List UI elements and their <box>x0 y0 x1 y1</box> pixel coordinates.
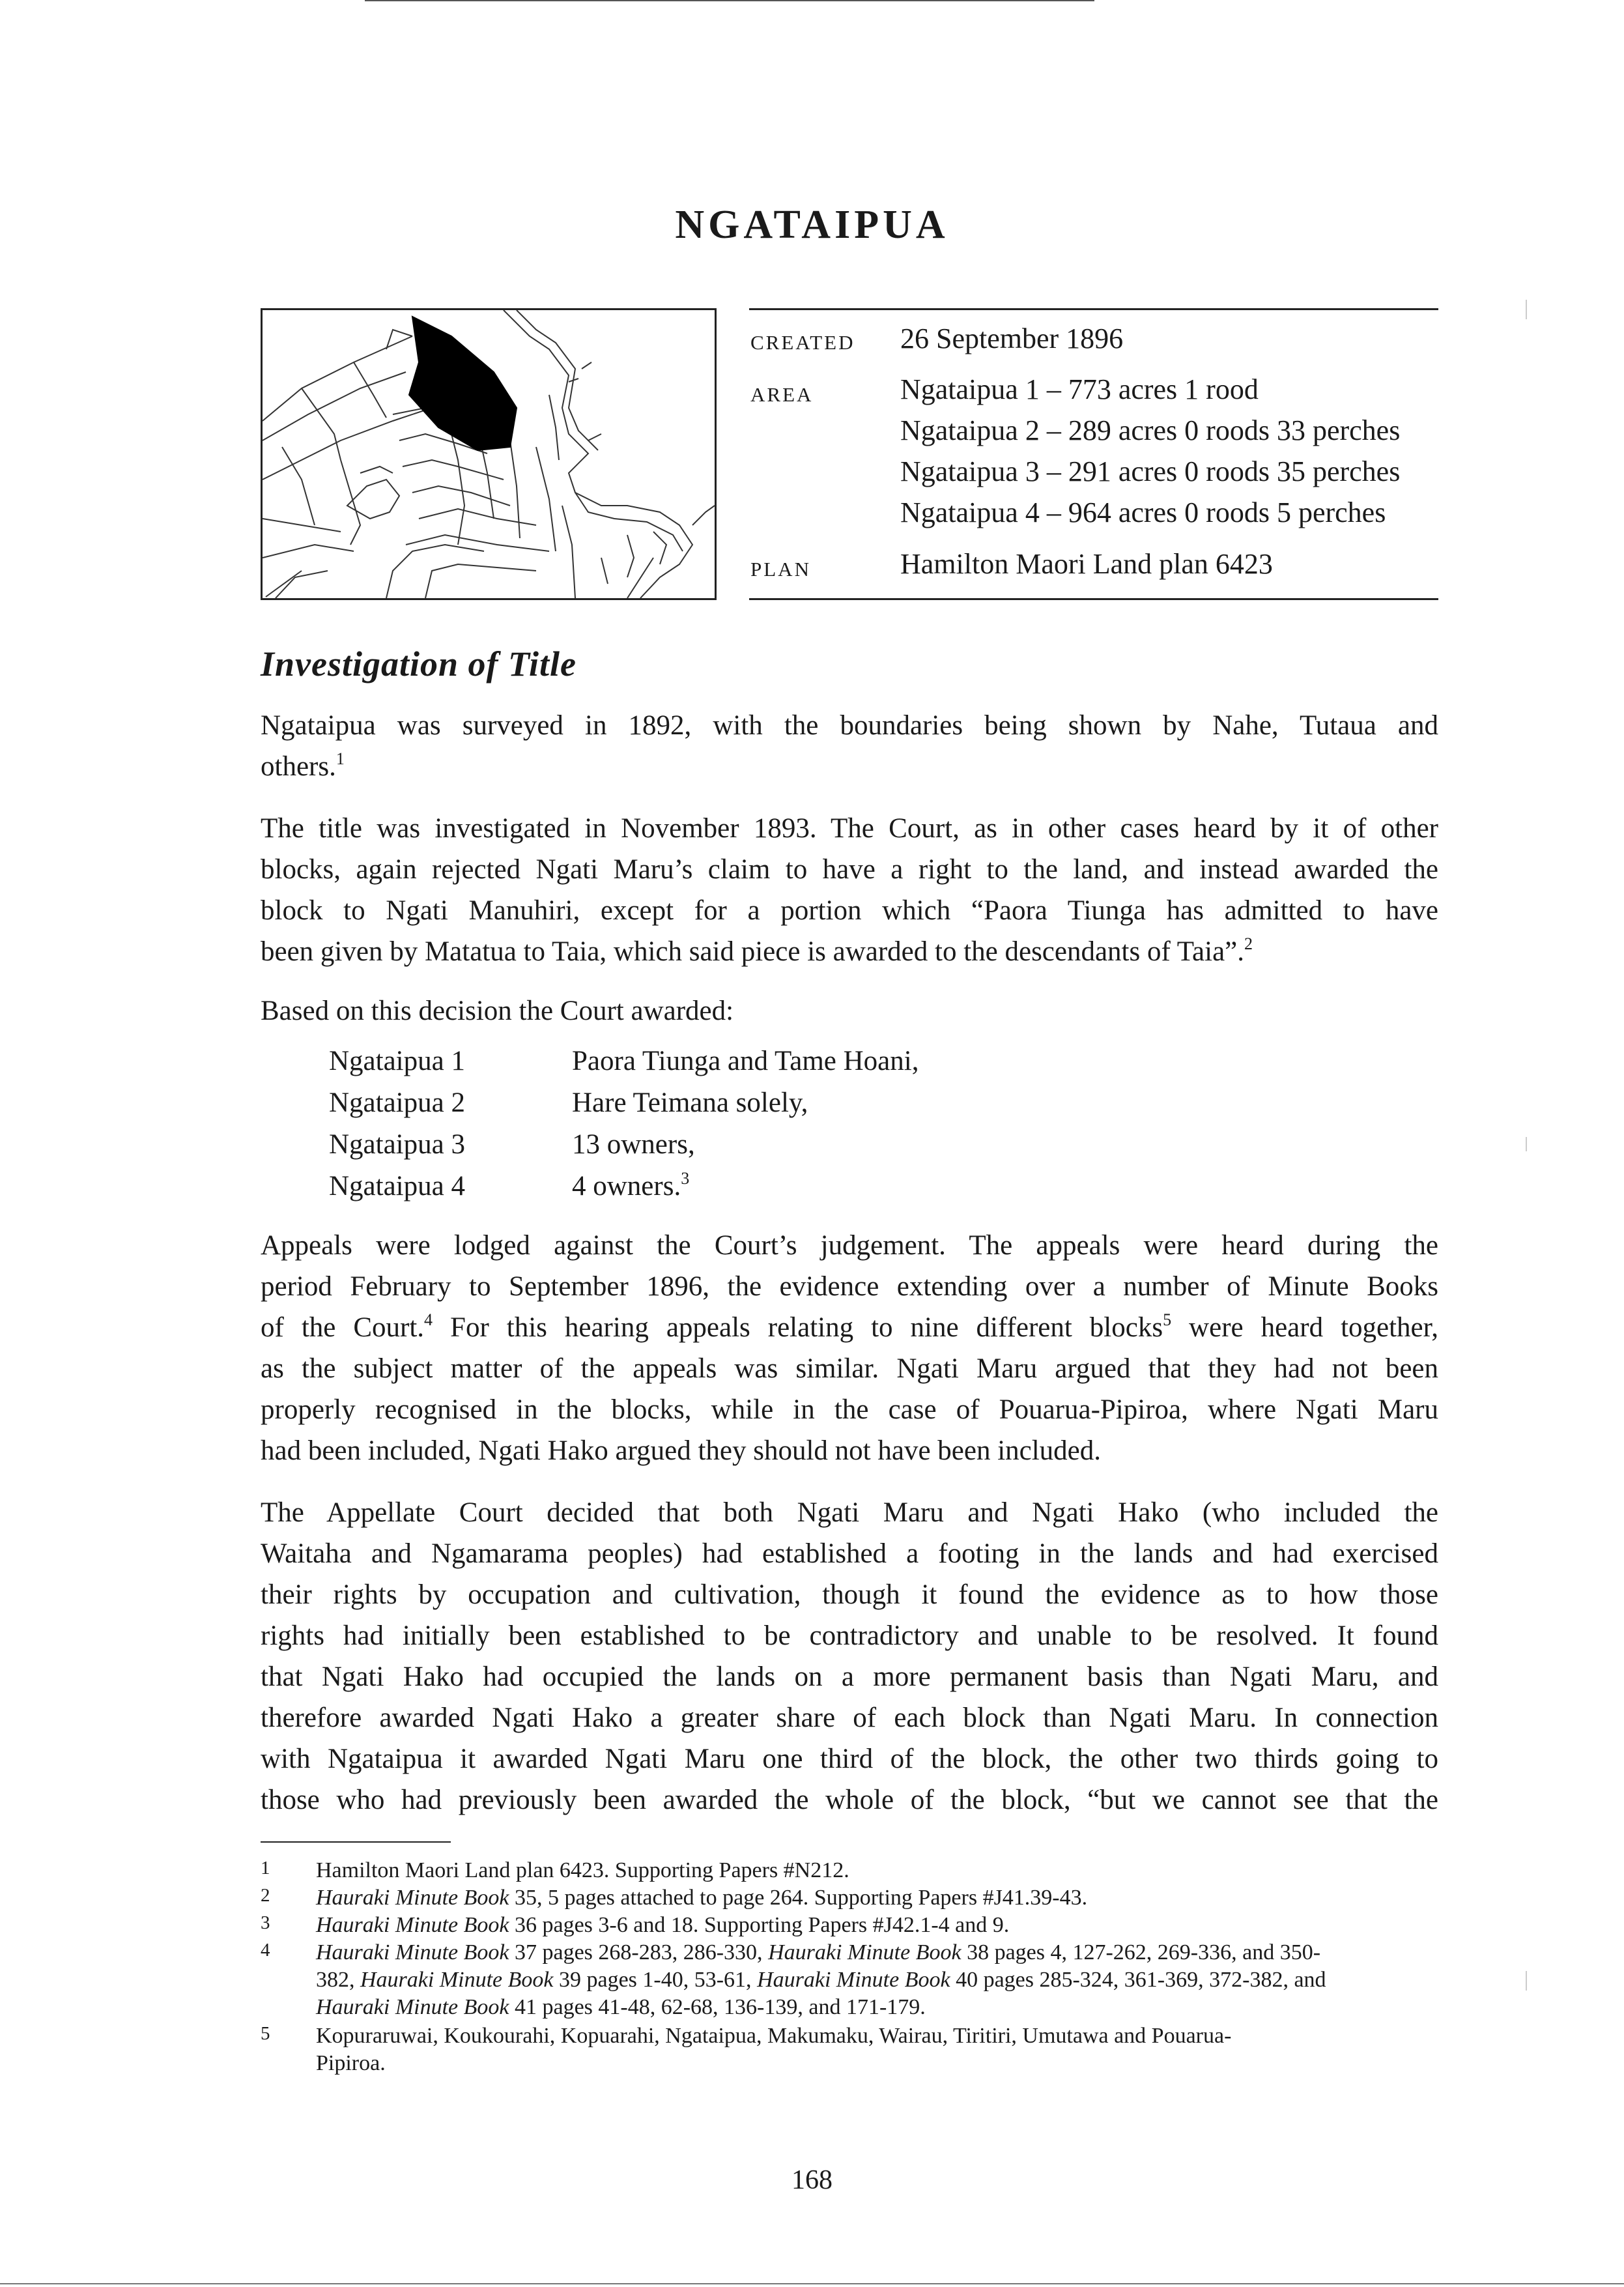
paragraph-line: The Appellate Court decided that both Ngati Maru and Ngati Hako (who included the <box>261 1497 1438 1528</box>
footnote-number: 3 <box>261 1912 270 1933</box>
footnote-number: 4 <box>261 1940 270 1961</box>
plan-value: Hamilton Maori Land plan 6423 <box>900 548 1273 580</box>
paragraph-line: that Ngati Hako had occupied the lands on a more permanent basis than Ngati Maru, and <box>261 1661 1438 1692</box>
paragraph-line: period February to September 1896, the evidence extending over a number of Minute Books <box>261 1271 1438 1302</box>
award-owner: Paora Tiunga and Tame Hoani, <box>572 1046 919 1076</box>
bottom-edge-rule <box>0 2283 1624 2284</box>
top-edge-rule <box>365 0 1094 1</box>
scan-mark <box>1526 300 1527 319</box>
section-heading: Investigation of Title <box>261 644 577 683</box>
footnote-text: 39 pages 1-40, 53-61, <box>553 1968 758 1992</box>
footnote-5 <box>316 2022 1231 2077</box>
footnote-ref: 1 <box>335 749 345 768</box>
area-value-3: Ngataipua 3 – 291 acres 0 roods 35 perches <box>900 455 1401 487</box>
paragraph-line: properly recognised in the blocks, while in the case of Pouarua-Pipiroa, where Ngati Maru <box>261 1394 1438 1425</box>
footnote-1: Hamilton Maori Land plan 6423. Supporting Papers #N212. <box>316 1858 849 1882</box>
footnote-text: 382, <box>316 1968 360 1992</box>
paragraph-line: their rights by occupation and cultivation, though it found the evidence as to how those <box>261 1579 1438 1610</box>
footnote-citation: Hauraki Minute Book <box>316 1913 509 1937</box>
paragraph-line: blocks, again rejected Ngati Maru’s claim to have a right to the land, and instead awarded the <box>261 854 1438 885</box>
footnote-line <box>316 1939 1326 1966</box>
award-owner-text: 4 owners. <box>572 1171 681 1201</box>
footnote-citation: Hauraki Minute Book <box>316 1995 509 2019</box>
paragraph-line: The title was investigated in November 1893. The Court, as in other cases heard by it of other <box>261 813 1438 844</box>
paragraph-line: as the subject matter of the appeals was similar. Ngati Maru argued that they had not been <box>261 1353 1438 1384</box>
paragraph-text: others. <box>261 751 336 782</box>
created-label: CREATED <box>750 331 855 354</box>
paragraph-appeals <box>261 1225 1438 1471</box>
paragraph-line <box>261 1307 1438 1348</box>
award-block: Ngataipua 1 <box>329 1046 465 1076</box>
footnote-text: 37 pages 268-283, 286-330, <box>509 1940 769 1964</box>
footnote-text: 36 pages 3-6 and 18. Supporting Papers #J42.1-4 and 9. <box>509 1913 1010 1937</box>
scan-mark <box>1526 1971 1527 1991</box>
plan-label: PLAN <box>750 558 811 581</box>
footnote-citation: Hauraki Minute Book <box>768 1940 962 1964</box>
paragraph-line: Ngataipua was surveyed in 1892, with the boundaries being shown by Nahe, Tutaua and <box>261 710 1438 741</box>
paragraph-survey <box>261 705 1438 787</box>
footnote-2 <box>316 1884 1087 1912</box>
paragraph-line: Based on this decision the Court awarded: <box>261 996 734 1026</box>
footnote-ref: 4 <box>424 1310 433 1329</box>
paragraph-line: with Ngataipua it awarded Ngati Maru one third of the block, the other two thirds going to <box>261 1744 1438 1774</box>
footnote-line <box>316 1966 1326 1994</box>
footnote-text: 38 pages 4, 127-262, 269-336, and 350- <box>961 1940 1321 1964</box>
footnote-number: 5 <box>261 2023 270 2044</box>
footnote-text: 35, 5 pages attached to page 264. Supporting Papers #J41.39-43. <box>509 1886 1088 1910</box>
footnote-ref: 5 <box>1163 1310 1172 1329</box>
created-value: 26 September 1896 <box>900 323 1124 354</box>
paragraph-line: rights had initially been established to be contradictory and unable to be resolved. It found <box>261 1620 1438 1651</box>
footnote-separator <box>261 1841 451 1843</box>
footnote-number: 2 <box>261 1885 270 1906</box>
paragraph-awarded-intro <box>261 990 1438 1031</box>
award-block: Ngataipua 4 <box>329 1171 465 1201</box>
footnote-text: 40 pages 285-324, 361-369, 372-382, and <box>950 1968 1326 1992</box>
paragraph-line: had been included, Ngati Hako argued they should not have been included. <box>261 1435 1102 1466</box>
page-number: 168 <box>791 2165 833 2195</box>
paragraph-line <box>261 931 1438 972</box>
footnote-line: Pipiroa. <box>316 2051 386 2075</box>
award-owner <box>572 1166 689 1207</box>
ngataipua-block-shading <box>409 317 517 450</box>
footnote-citation: Hauraki Minute Book <box>757 1968 950 1992</box>
paragraph-text: of the Court. <box>261 1312 425 1343</box>
paragraph-line: those who had previously been awarded the whole of the block, “but we cannot see that the <box>261 1785 1438 1815</box>
area-value-2: Ngataipua 2 – 289 acres 0 roods 33 perches <box>900 414 1401 446</box>
footnote-number: 1 <box>261 1858 270 1878</box>
paragraph-text: been given by Matatua to Taia, which said piece is awarded to the descendants of Taia”. <box>261 936 1244 967</box>
paragraph-text: were heard together, <box>1171 1312 1438 1343</box>
paragraph-line: block to Ngati Manuhiri, except for a portion which “Paora Tiunga has admitted to have <box>261 895 1438 926</box>
award-block: Ngataipua 3 <box>329 1129 465 1160</box>
page-title: NGATAIPUA <box>675 203 949 247</box>
footnote-text: 41 pages 41-48, 62-68, 136-139, and 171-179. <box>509 1995 926 2019</box>
footnote-ref: 3 <box>681 1168 690 1188</box>
footnote-4 <box>316 1939 1326 2021</box>
map-drawing <box>263 310 715 598</box>
award-owner: Hare Teimana solely, <box>572 1087 808 1118</box>
paragraph-appellate-decision <box>261 1492 1438 1820</box>
footnote-citation: Hauraki Minute Book <box>316 1886 509 1910</box>
paragraph-line: therefore awarded Ngati Hako a greater share of each block than Ngati Maru. In connection <box>261 1703 1438 1733</box>
paragraph-line: Waitaha and Ngamarama peoples) had established a footing in the lands and had exercised <box>261 1538 1438 1569</box>
footnote-citation: Hauraki Minute Book <box>316 1940 509 1964</box>
footnote-3 <box>316 1912 1009 1939</box>
award-owner: 13 owners, <box>572 1129 695 1160</box>
footnote-line: Kopuraruwai, Koukourahi, Kopuarahi, Ngataipua, Makumaku, Wairau, Tiritiri, Umutawa and Pouarua- <box>316 2024 1232 2048</box>
award-block: Ngataipua 2 <box>329 1087 465 1118</box>
block-location-map <box>261 308 717 600</box>
area-value-1: Ngataipua 1 – 773 acres 1 rood <box>900 373 1259 405</box>
footnote-ref: 2 <box>1244 934 1253 953</box>
scan-mark <box>1526 1137 1527 1151</box>
paragraph-line: Appeals were lodged against the Court’s judgement. The appeals were heard during the <box>261 1230 1438 1261</box>
info-table-top-rule <box>749 308 1438 310</box>
footnote-line <box>316 1994 1326 2021</box>
area-label: AREA <box>750 383 814 406</box>
footnote-citation: Hauraki Minute Book <box>360 1968 554 1992</box>
area-value-4: Ngataipua 4 – 964 acres 0 roods 5 perches <box>900 496 1386 528</box>
paragraph-investigation <box>261 808 1438 972</box>
paragraph-text: For this hearing appeals relating to nine different blocks <box>433 1312 1163 1343</box>
paragraph-line <box>261 746 1438 787</box>
info-table-bottom-rule <box>749 598 1438 600</box>
